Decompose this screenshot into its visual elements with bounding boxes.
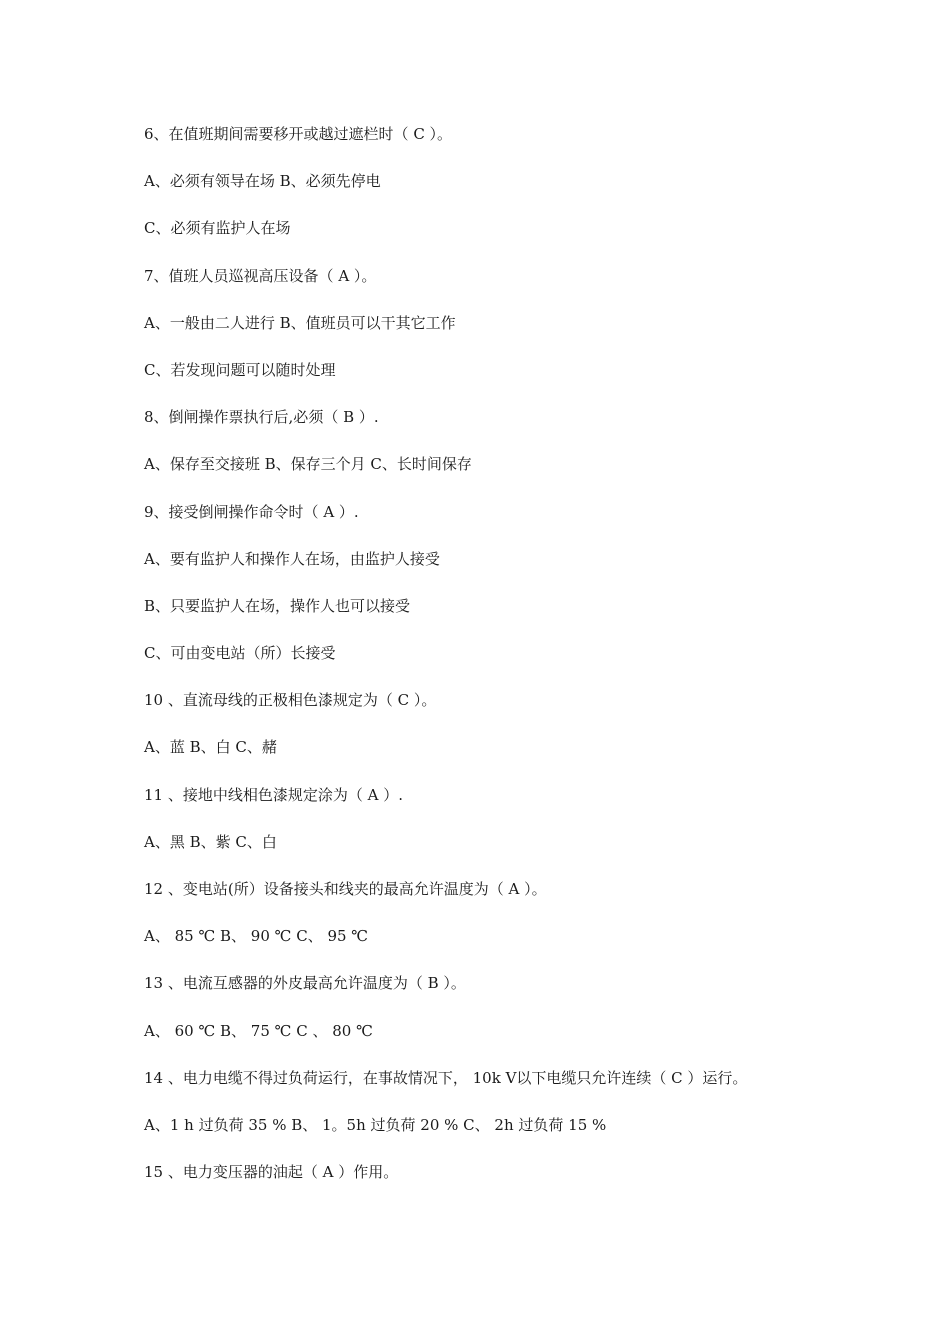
- question-6-option-c: C、必须有监护人在场: [144, 219, 291, 238]
- question-7-option-c: C、若发现问题可以随时处理: [144, 360, 336, 379]
- question-13: 13 、电流互感器的外皮最高允许温度为（ B ）。: [144, 974, 466, 993]
- question-11: 11 、接地中线相色漆规定涂为（ A ）.: [144, 785, 403, 804]
- question-9-option-c: C、可由变电站（所）长接受: [144, 644, 336, 663]
- question-12: 12 、变电站(所）设备接头和线夹的最高允许温度为（ A ）。: [144, 880, 547, 898]
- question-7-options-ab: A、一般由二人进行 B、值班员可以干其它工作: [144, 313, 456, 332]
- question-12-options: A、 85 ℃ B、 90 ℃ C、 95 ℃: [144, 927, 369, 946]
- question-9-option-a: A、要有监护人和操作人在场，由监护人接受: [144, 549, 440, 568]
- question-10: 10 、直流母线的正极相色漆规定为（ C ）。: [144, 691, 437, 710]
- question-10-options: A、蓝 B、白 C、赭: [144, 738, 277, 757]
- question-8-options: A、保存至交接班 B、保存三个月 C、长时间保存: [144, 455, 472, 474]
- question-14: 14 、电力电缆不得过负荷运行，在事故情况下， 10k V以下电缆只允许连续（ C ）运行。: [144, 1068, 748, 1087]
- question-9: 9、接受倒闸操作命令时（ A ）.: [144, 502, 359, 521]
- question-11-options: A、黑 B、紫 C、白: [144, 832, 277, 851]
- question-6: 6、在值班期间需要移开或越过遮栏时（ C ）。: [144, 125, 453, 143]
- document-body: [144, 124, 844, 1209]
- question-9-option-b: B、只要监护人在场，操作人也可以接受: [144, 596, 411, 615]
- question-13-options: A、 60 ℃ B、 75 ℃ C 、 80 ℃: [144, 1021, 373, 1040]
- question-15: 15 、电力变压器的油起（ A ）作用。: [144, 1163, 399, 1182]
- question-7: 7、值班人员巡视高压设备（ A ）。: [144, 266, 377, 285]
- question-6-options-ab: A、必须有领导在场 B、必须先停电: [144, 172, 381, 191]
- question-14-options: A、1 h 过负荷 35 % B、 1。5h 过负荷 20 % C、 2h 过负荷 15 %: [144, 1115, 607, 1134]
- question-8: 8、倒闸操作票执行后,必须（ B ）.: [144, 408, 379, 427]
